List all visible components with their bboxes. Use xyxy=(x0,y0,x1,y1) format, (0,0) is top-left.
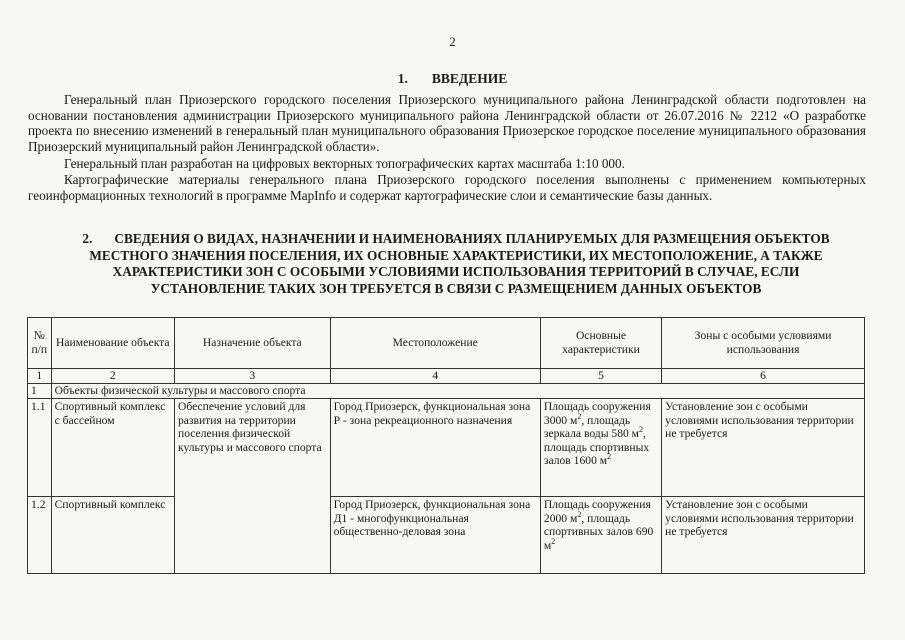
section-2-number: 2. xyxy=(82,231,93,246)
table-row xyxy=(28,399,865,497)
column-number: 2 xyxy=(51,369,174,384)
column-number: 4 xyxy=(330,369,540,384)
object-location: Город Приозерск, функциональная зона Д1 - многофункциональная общественно-деловая зона xyxy=(330,497,540,574)
object-name: Спортивный комплекс xyxy=(51,497,174,574)
section-2-heading xyxy=(56,231,856,297)
header-name: Наименование объекта xyxy=(51,318,174,369)
column-number: 5 xyxy=(540,369,661,384)
row-number: 1.1 xyxy=(28,399,52,497)
table-header-row xyxy=(28,318,865,369)
group-title: Объекты физической культуры и массового спорта xyxy=(51,384,864,399)
table-group-row xyxy=(28,384,865,399)
column-number: 3 xyxy=(174,369,330,384)
table-row xyxy=(28,497,865,574)
header-characteristics: Основные характеристики xyxy=(540,318,661,369)
intro-paragraph-1: Генеральный план Приозерского городского поселения Приозерского муниципального района Ленинградской области подготовлен на основании постановления администрации Приозерского муниципального района Ленинградской области от 26.07.2016 № 2212 «О разработке проекта по внесению изменений в генеральный план муниципального образования Приозерское городское поселение муниципального образования Приозерский муниципальный район Ленинградской области». xyxy=(28,92,866,154)
column-number-row xyxy=(28,369,865,384)
section-1-number: 1. xyxy=(397,71,408,86)
object-characteristics: Площадь сооружения 3000 $м^2$, площадь зеркала воды 580 $м^2$, площадь спортивных залов 1600 $м^2$ xyxy=(540,399,661,497)
column-number: 6 xyxy=(662,369,865,384)
planned-objects-table xyxy=(27,317,865,574)
object-zones: Установление зон с особыми условиями использования территории не требуется xyxy=(662,399,865,497)
object-characteristics: Площадь сооружения 2000 $м^2$, площадь спортивных залов 690 $м^2$ xyxy=(540,497,661,574)
object-location: Город Приозерск, функциональная зона Р - зона рекреационного назначения xyxy=(330,399,540,497)
header-number: № п/п xyxy=(28,318,52,369)
intro-paragraph-3: Картографические материалы генерального плана Приозерского городского поселения выполнены с применением компьютерных геоинформационных технологий в программе MapInfo и содержат картографические слои и семантические базы данных. xyxy=(28,172,866,203)
header-location: Местоположение xyxy=(330,318,540,369)
group-number: 1 xyxy=(28,384,52,399)
section-1-title: ВВЕДЕНИЕ xyxy=(431,71,508,86)
column-number: 1 xyxy=(28,369,52,384)
header-purpose: Назначение объекта xyxy=(174,318,330,369)
section-2-title: СВЕДЕНИЯ О ВИДАХ, НАЗНАЧЕНИИ И НАИМЕНОВАНИЯХ ПЛАНИРУЕМЫХ ДЛЯ РАЗМЕЩЕНИЯ ОБЪЕКТОВ МЕСТНОГО ЗНАЧЕНИЯ ПОСЕЛЕНИЯ, ИХ ОСНОВНЫЕ ХАРАКТЕРИСТИКИ, ИХ МЕСТОПОЛОЖЕНИЕ, А ТАКЖЕ ХАРАКТЕРИСТИКИ ЗОН С ОСОБЫМИ УСЛОВИЯМИ ИСПОЛЬЗОВАНИЯ ТЕРРИТОРИЙ В СЛУЧАЕ, ЕСЛИ УСТАНОВЛЕНИЕ ТАКИХ ЗОН ТРЕБУЕТСЯ В СВЯЗИ С РАЗМЕЩЕНИЕМ ДАННЫХ ОБЪЕКТОВ xyxy=(89,231,830,296)
object-zones: Установление зон с особыми условиями использования территории не требуется xyxy=(662,497,865,574)
row-number: 1.2 xyxy=(28,497,52,574)
header-zones: Зоны с особыми условиями использования xyxy=(662,318,865,369)
intro-paragraph-2: Генеральный план разработан на цифровых векторных топографических картах масштаба 1:10 000. xyxy=(64,156,625,171)
section-1-heading xyxy=(0,71,905,87)
object-name: Спортивный комплекс с бассейном xyxy=(51,399,174,497)
page-number: 2 xyxy=(449,34,456,49)
object-purpose: Обеспечение условий для развития на территории поселения физической культуры и массового спорта xyxy=(174,399,330,574)
